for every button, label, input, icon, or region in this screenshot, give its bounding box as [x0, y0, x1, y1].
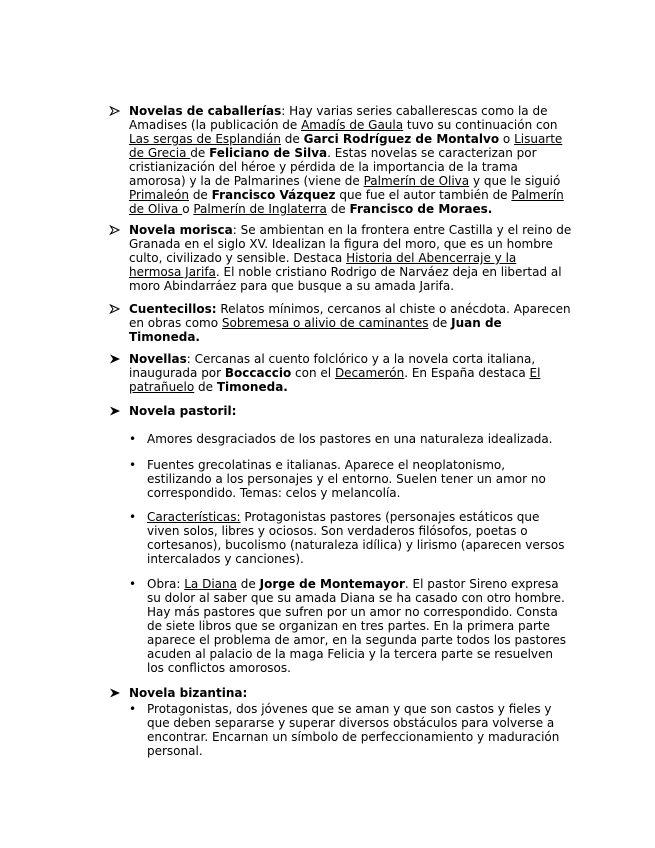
text: viven solos, libres y ociosos. Son verdaderos filósofos, poetas o: [147, 524, 528, 538]
section-cuentecillos: [113, 302, 573, 344]
section-title: Cuentecillos:: [129, 302, 217, 316]
text: encontrar. Encarnan un símbolo de perfeccionamiento y maduración: [147, 730, 560, 744]
link-palmerin[interactable]: Palmerín: [511, 188, 564, 202]
section-novela-pastoril: [113, 404, 573, 418]
link-palmerin[interactable]: de Oliva: [129, 202, 183, 216]
section-title: Novela pastoril:: [129, 404, 237, 418]
hollow-arrow-bullet-icon: [109, 302, 123, 316]
list-item: [127, 577, 577, 675]
text: Protagonistas, dos jóvenes que se aman y que son castos y fieles y: [147, 702, 552, 716]
text: inaugurada por: [129, 366, 225, 380]
text: de: [326, 202, 350, 216]
section-novelas-caballerias: [113, 104, 573, 216]
text: aparece el problema de amor, en la segunda parte todos los pastores: [147, 633, 567, 647]
text: Fuentes grecolatinas e italianas. Aparece el neoplatonismo,: [147, 458, 506, 472]
text: de: [428, 316, 452, 330]
list-item: [127, 458, 577, 500]
text: Protagonistas pastores (personajes estáticos que: [240, 510, 540, 524]
hollow-arrow-bullet-icon: [109, 223, 123, 237]
text: . El noble cristiano Rodrigo de Narváez deja en libertad al: [215, 265, 562, 279]
link-amadis-de-gaula[interactable]: Amadís de Gaula: [301, 118, 404, 132]
link-el-patranuelo[interactable]: El: [529, 366, 541, 380]
text: Relatos mínimos, cercanos al chiste o anécdota. Aparecen: [216, 302, 571, 316]
text: en obras como: [129, 316, 222, 330]
text: : Cercanas al cuento folclórico y a la novela corta italiana,: [186, 352, 536, 366]
link-historia-abencerraje[interactable]: Historia del Abencerraje y la: [346, 251, 517, 265]
bullet-dot-icon: •: [129, 577, 137, 591]
section-novela-bizantina: [113, 686, 573, 700]
list-item: [127, 702, 577, 758]
link-sobremesa[interactable]: Sobremesa o alivio de caminantes: [221, 316, 429, 330]
author-name: Jorge de Montemayor: [259, 577, 405, 591]
text: de: [236, 577, 260, 591]
link-decameron[interactable]: Decamerón: [334, 366, 405, 380]
author-name: Feliciano de Silva: [209, 146, 328, 160]
text: de: [194, 380, 217, 394]
text: o: [182, 202, 194, 216]
text: o: [499, 132, 515, 146]
text: los conflictos amorosos.: [147, 661, 291, 675]
author-name: Timoneda.: [129, 330, 200, 344]
section-title: Novela morisca: [129, 223, 233, 237]
text: : Hay varias series caballerescas como la de: [281, 104, 548, 118]
text: Obra:: [147, 577, 185, 591]
text: . El pastor Sireno expresa: [404, 577, 559, 591]
text: que fue el autor también de: [335, 188, 512, 202]
link-el-patranuelo[interactable]: patrañuelo: [129, 380, 195, 394]
list-item: [127, 432, 577, 446]
text: correspondido. Temas: celos y melancolía.: [147, 486, 401, 500]
text: culto, civilizado y sensible. Destaca: [129, 251, 347, 265]
link-caracteristicas[interactable]: Características:: [147, 510, 241, 524]
author-name: Juan de: [451, 316, 502, 330]
link-lisuarte[interactable]: de Grecia: [129, 146, 191, 160]
link-lisuarte[interactable]: Lisuarte: [514, 132, 563, 146]
text: Hay más pastores que sufren por un amor no correspondido. Consta: [147, 605, 558, 619]
text: que deben separarse y superar diversos obstáculos para volverse a: [147, 716, 555, 730]
section-novela-morisca: [113, 223, 573, 293]
section-title: Novelas de caballerías: [129, 104, 282, 118]
link-sergas-esplandian[interactable]: Las sergas de Esplandián: [129, 132, 281, 146]
text: intercalados y canciones).: [147, 552, 304, 566]
bullet-dot-icon: •: [129, 458, 137, 472]
link-palmerin-de-inglaterra[interactable]: Palmerín de Inglaterra: [193, 202, 327, 216]
author-name: Francisco Vázquez: [211, 188, 336, 202]
text: y que le siguió: [469, 174, 561, 188]
link-primaleon[interactable]: Primaleón: [129, 188, 189, 202]
text: : Se ambientan en la frontera entre Castilla y el reino de: [232, 223, 572, 237]
text: de: [190, 146, 210, 160]
text: . Estas novelas se caracterizan por: [327, 146, 537, 160]
text: cristianización del héroe y pérdida de la importancia de la trama: [129, 160, 518, 174]
text: Granada en el siglo XV. Idealizan la figura del moro, que es un hombre: [129, 237, 553, 251]
link-la-diana[interactable]: La Diana: [184, 577, 237, 591]
solid-arrow-bullet-icon: [109, 686, 123, 700]
author-name: Francisco de Moraes.: [349, 202, 493, 216]
hollow-arrow-bullet-icon: [109, 104, 123, 118]
solid-arrow-bullet-icon: [109, 404, 123, 418]
text: con el: [291, 366, 335, 380]
text: estilizando a los personajes y el entorno. Suelen tener un amor no: [147, 472, 546, 486]
text: de: [189, 188, 212, 202]
text: tuvo su continuación con: [403, 118, 558, 132]
link-palmerin-de-oliva[interactable]: Palmerín de Oliva: [363, 174, 470, 188]
text: Amores desgraciados de los pastores en una naturaleza idealizada.: [147, 432, 553, 446]
text: de: [280, 132, 304, 146]
section-title: Novellas: [129, 352, 187, 366]
text: acuden al palacio de la maga Felicia y la tercera parte se resuelven: [147, 647, 553, 661]
text: personal.: [147, 744, 203, 758]
text: amorosa) y la de Palmarines (viene de: [129, 174, 364, 188]
section-title: Novela bizantina:: [129, 686, 248, 700]
bullet-dot-icon: •: [129, 510, 137, 524]
bullet-dot-icon: •: [129, 432, 137, 446]
text: moro Abindarráez para que busque a su amada Jarifa.: [129, 279, 455, 293]
solid-arrow-bullet-icon: [109, 352, 123, 366]
section-novellas: [113, 352, 573, 394]
bullet-dot-icon: •: [129, 702, 137, 716]
link-hermosa-jarifa[interactable]: hermosa Jarifa: [129, 265, 216, 279]
text: cortesanos), bucolismo (naturaleza idílica) y lirismo (aparecen versos: [147, 538, 565, 552]
text: Amadises (la publicación de: [129, 118, 302, 132]
author-name: Boccaccio: [224, 366, 292, 380]
text: su dolor al saber que su amada Diana se ha casado con otro hombre.: [147, 591, 565, 605]
author-name: Timoneda.: [216, 380, 288, 394]
text: . En España destaca: [404, 366, 530, 380]
text: de siete libros que se organizan en tres partes. En la primera parte: [147, 619, 551, 633]
author-name: Garci Rodríguez de Montalvo: [303, 132, 500, 146]
list-item: [127, 510, 577, 566]
